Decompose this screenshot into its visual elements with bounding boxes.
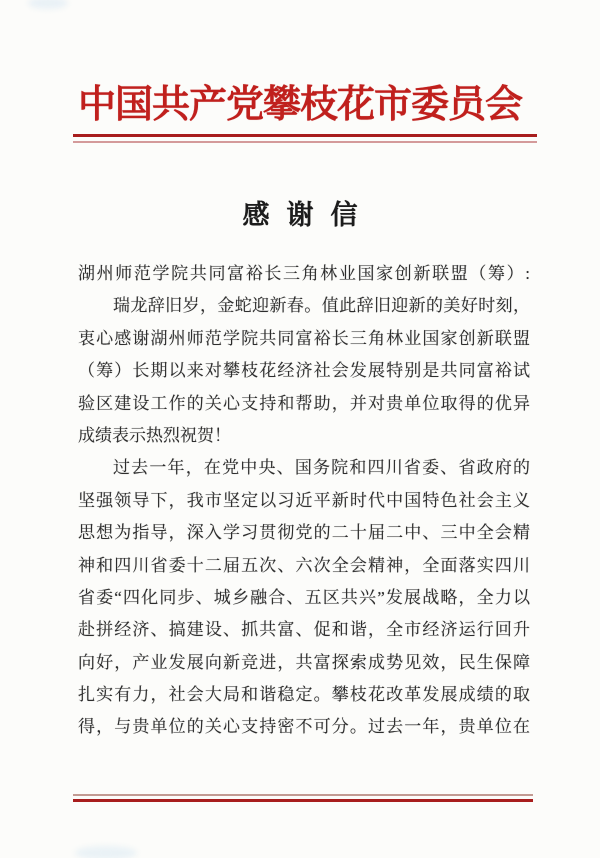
body-line: 验区建设工作的关心支持和帮助，并对贵单位取得的优异 bbox=[78, 393, 530, 413]
body-line: 赴拼经济、搞建设、抓共富、促和谐，全市经济运行回升 bbox=[78, 620, 530, 640]
footer-rule-thick bbox=[73, 799, 533, 802]
body-line: 省委“四化同步、城乡融合、五区共兴”发展战略，全力以 bbox=[78, 587, 530, 607]
body-line: 过去一年，在党中央、国务院和四川省委、省政府的 bbox=[113, 458, 530, 478]
body-line: 扎实有力，社会大局和谐稳定。攀枝花改革发展成绩的取 bbox=[78, 685, 530, 705]
body-line: 神和四川省委十二届五次、六次全会精神，全面落实四川 bbox=[78, 555, 530, 575]
scan-artifact-top bbox=[28, 0, 68, 9]
scan-artifact-bottom bbox=[75, 846, 137, 858]
body-line: 衷心感谢湖州师范学院共同富裕长三角林业国家创新联盟 bbox=[78, 328, 530, 348]
salutation-line: 湖州师范学院共同富裕长三角林业国家创新联盟（筹）: bbox=[78, 264, 530, 283]
body-line: 得，与贵单位的关心支持密不可分。过去一年，贵单位在 bbox=[78, 717, 530, 737]
document-title: 感谢信 bbox=[242, 200, 375, 230]
letter-body bbox=[78, 258, 530, 744]
footer-rule-thin bbox=[73, 794, 533, 796]
body-line: 思想为指导，深入学习贯彻党的二十届二中、三中全会精 bbox=[78, 523, 530, 543]
header-rule-thin bbox=[73, 141, 537, 143]
letterhead-org-name: 中国共产党攀枝花市委员会 bbox=[77, 84, 522, 126]
body-line: 成绩表示热烈祝贺！ bbox=[78, 425, 231, 445]
body-line: （筹）长期以来对攀枝花经济社会发展特别是共同富裕试 bbox=[78, 361, 530, 381]
body-line: 向好，产业发展向新竞进，共富探索成势见效，民生保障 bbox=[78, 652, 530, 672]
header-rule-thick bbox=[73, 134, 537, 137]
body-line: 坚强领导下，我市坚定以习近平新时代中国特色社会主义 bbox=[78, 490, 530, 510]
body-line: 瑞龙辞旧岁，金蛇迎新春。值此辞旧迎新的美好时刻， bbox=[113, 296, 530, 316]
